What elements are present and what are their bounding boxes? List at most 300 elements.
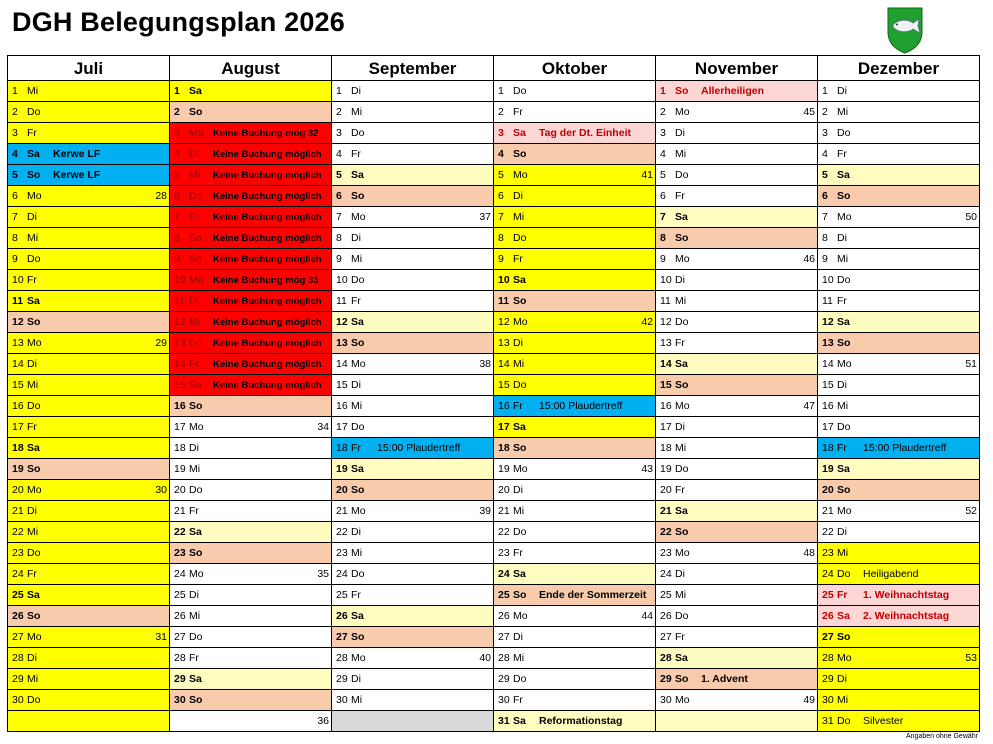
weekday: Sa — [675, 211, 688, 223]
day-cell[interactable] — [8, 123, 170, 144]
day-cell[interactable] — [332, 375, 494, 396]
day-number: 13 — [822, 337, 834, 349]
day-cell[interactable] — [818, 354, 980, 375]
day-cell[interactable] — [8, 207, 170, 228]
day-cell[interactable] — [170, 375, 332, 396]
day-number: 13 — [12, 337, 24, 349]
day-cell[interactable] — [818, 648, 980, 669]
day-cell[interactable] — [8, 186, 170, 207]
day-cell[interactable] — [494, 396, 656, 417]
day-number: 20 — [660, 484, 672, 496]
weekday: Mi — [837, 547, 849, 559]
weekday: Sa — [189, 85, 202, 97]
weekday: Sa — [27, 148, 40, 160]
day-cell[interactable] — [818, 396, 980, 417]
day-number: 23 — [660, 547, 672, 559]
day-cell[interactable] — [170, 543, 332, 564]
day-cell[interactable] — [818, 585, 980, 606]
day-cell[interactable] — [818, 501, 980, 522]
week-number: 46 — [803, 253, 815, 265]
day-cell[interactable] — [332, 669, 494, 690]
day-cell[interactable] — [656, 249, 818, 270]
weekday: Mo — [351, 505, 366, 517]
weekday: Mo — [27, 190, 42, 202]
weekday: Fr — [27, 274, 37, 286]
day-cell[interactable] — [494, 690, 656, 711]
week-number: 37 — [479, 211, 491, 223]
day-cell[interactable] — [656, 522, 818, 543]
day-cell[interactable] — [332, 459, 494, 480]
day-cell[interactable] — [494, 165, 656, 186]
day-cell[interactable] — [494, 81, 656, 102]
weekday: So — [351, 484, 365, 496]
day-cell[interactable] — [818, 123, 980, 144]
day-cell[interactable] — [494, 501, 656, 522]
day-cell[interactable] — [332, 396, 494, 417]
day-cell[interactable] — [494, 564, 656, 585]
weekday: Fr — [351, 442, 361, 454]
day-cell[interactable] — [818, 438, 980, 459]
day-cell[interactable] — [332, 144, 494, 165]
weekday: Di — [837, 526, 847, 538]
day-number: 28 — [174, 652, 186, 664]
day-cell[interactable] — [332, 270, 494, 291]
day-cell[interactable] — [656, 564, 818, 585]
weekday: Fr — [675, 190, 685, 202]
day-cell[interactable] — [170, 711, 332, 732]
day-cell[interactable] — [332, 585, 494, 606]
day-cell[interactable] — [656, 291, 818, 312]
day-cell[interactable] — [818, 480, 980, 501]
day-cell[interactable] — [8, 333, 170, 354]
weekday: Do — [27, 694, 41, 706]
day-cell[interactable] — [170, 270, 332, 291]
day-number: 26 — [660, 610, 672, 622]
day-number: 6 — [12, 190, 18, 202]
day-number: 8 — [12, 232, 18, 244]
day-cell[interactable] — [494, 375, 656, 396]
day-cell[interactable] — [494, 543, 656, 564]
day-cell[interactable] — [656, 501, 818, 522]
day-cell[interactable] — [332, 186, 494, 207]
day-cell[interactable] — [818, 81, 980, 102]
day-cell[interactable] — [332, 207, 494, 228]
day-cell[interactable] — [170, 522, 332, 543]
day-cell[interactable] — [8, 102, 170, 123]
day-cell[interactable] — [170, 165, 332, 186]
day-cell[interactable] — [332, 333, 494, 354]
day-cell[interactable] — [656, 207, 818, 228]
day-number: 23 — [336, 547, 348, 559]
day-cell[interactable] — [656, 543, 818, 564]
day-cell[interactable] — [818, 459, 980, 480]
day-cell[interactable] — [8, 165, 170, 186]
day-number: 5 — [12, 169, 18, 181]
day-number: 19 — [174, 463, 186, 475]
day-cell[interactable] — [170, 690, 332, 711]
day-cell[interactable] — [494, 459, 656, 480]
week-number: 28 — [155, 190, 167, 202]
day-cell[interactable] — [332, 354, 494, 375]
day-cell[interactable] — [332, 165, 494, 186]
day-cell[interactable] — [170, 669, 332, 690]
day-cell[interactable] — [818, 312, 980, 333]
day-cell[interactable] — [656, 480, 818, 501]
day-cell[interactable] — [8, 228, 170, 249]
day-number: 14 — [336, 358, 348, 370]
day-cell[interactable] — [494, 312, 656, 333]
day-cell[interactable] — [170, 438, 332, 459]
day-cell[interactable] — [8, 291, 170, 312]
day-number: 12 — [822, 316, 834, 328]
day-cell[interactable] — [494, 522, 656, 543]
day-cell[interactable] — [818, 417, 980, 438]
day-cell[interactable] — [494, 186, 656, 207]
day-cell[interactable] — [332, 417, 494, 438]
weekday: Mi — [675, 295, 687, 307]
day-number: 14 — [12, 358, 24, 370]
weekday: Mi — [351, 694, 363, 706]
day-number: 24 — [336, 568, 348, 580]
day-cell[interactable] — [170, 333, 332, 354]
day-cell[interactable] — [494, 144, 656, 165]
day-cell[interactable] — [170, 585, 332, 606]
day-number: 29 — [498, 673, 510, 685]
weekday: Mo — [675, 106, 690, 118]
day-cell[interactable] — [494, 207, 656, 228]
day-cell[interactable] — [818, 711, 980, 732]
day-cell[interactable] — [170, 480, 332, 501]
day-cell[interactable] — [494, 417, 656, 438]
day-cell[interactable] — [818, 543, 980, 564]
day-number: 27 — [12, 631, 24, 643]
day-cell[interactable] — [170, 312, 332, 333]
weekday: Mo — [837, 505, 852, 517]
day-cell[interactable] — [8, 543, 170, 564]
day-cell[interactable] — [332, 102, 494, 123]
day-cell[interactable] — [170, 606, 332, 627]
day-number: 26 — [336, 610, 348, 622]
weekday: So — [189, 253, 202, 265]
day-cell[interactable] — [332, 81, 494, 102]
weekday: Mo — [837, 211, 852, 223]
day-cell[interactable] — [332, 249, 494, 270]
weekday: Sa — [675, 652, 688, 664]
day-cell[interactable] — [332, 648, 494, 669]
day-cell[interactable] — [494, 711, 656, 732]
day-cell[interactable] — [8, 648, 170, 669]
day-cell[interactable] — [656, 606, 818, 627]
day-number: 16 — [498, 400, 510, 412]
day-cell[interactable] — [8, 585, 170, 606]
day-number: 9 — [174, 253, 180, 265]
day-cell[interactable] — [332, 606, 494, 627]
day-cell[interactable] — [656, 123, 818, 144]
weekday: Do — [513, 673, 527, 685]
day-cell[interactable] — [8, 396, 170, 417]
day-cell[interactable] — [8, 711, 170, 732]
day-note: Keine Buchung möglich — [213, 232, 322, 244]
week-number: 35 — [317, 568, 329, 580]
day-number: 25 — [660, 589, 672, 601]
day-cell[interactable] — [656, 711, 818, 732]
weekday: Fr — [189, 358, 199, 370]
day-number: 17 — [498, 421, 510, 433]
day-cell[interactable] — [8, 690, 170, 711]
day-cell[interactable] — [818, 144, 980, 165]
day-cell[interactable] — [818, 165, 980, 186]
day-cell[interactable] — [494, 480, 656, 501]
day-number: 22 — [174, 526, 186, 538]
month-column-oktober — [494, 56, 656, 732]
day-cell[interactable] — [818, 333, 980, 354]
weekday: Sa — [675, 505, 688, 517]
day-cell[interactable] — [332, 123, 494, 144]
day-cell[interactable] — [494, 627, 656, 648]
day-number: 12 — [498, 316, 510, 328]
weekday: Mi — [351, 547, 363, 559]
day-number: 2 — [12, 106, 18, 118]
weekday: Do — [675, 316, 689, 328]
day-cell[interactable] — [818, 228, 980, 249]
day-cell[interactable] — [332, 291, 494, 312]
day-cell[interactable] — [170, 249, 332, 270]
day-cell[interactable] — [332, 228, 494, 249]
day-cell[interactable] — [656, 270, 818, 291]
day-cell[interactable] — [494, 249, 656, 270]
weekday: Mi — [27, 379, 39, 391]
day-cell[interactable] — [818, 627, 980, 648]
day-cell[interactable] — [332, 543, 494, 564]
day-number: 26 — [498, 610, 510, 622]
day-number: 18 — [822, 442, 834, 454]
day-cell[interactable] — [170, 228, 332, 249]
day-number: 24 — [498, 568, 510, 580]
day-number: 7 — [174, 211, 180, 223]
day-number: 22 — [660, 526, 672, 538]
day-number: 19 — [336, 463, 348, 475]
weekday: Di — [27, 358, 37, 370]
day-cell[interactable] — [170, 207, 332, 228]
day-cell[interactable] — [170, 102, 332, 123]
day-cell[interactable] — [656, 417, 818, 438]
day-number: 15 — [336, 379, 348, 391]
day-note: 2. Weihnachtstag — [863, 610, 950, 622]
day-cell[interactable] — [656, 165, 818, 186]
day-cell[interactable] — [818, 102, 980, 123]
day-cell[interactable] — [656, 396, 818, 417]
day-cell[interactable] — [170, 459, 332, 480]
weekday: Sa — [513, 274, 526, 286]
day-number: 30 — [336, 694, 348, 706]
day-cell[interactable] — [494, 648, 656, 669]
weekday: Fr — [513, 253, 523, 265]
day-cell[interactable] — [8, 522, 170, 543]
day-cell[interactable] — [656, 627, 818, 648]
day-number: 18 — [174, 442, 186, 454]
weekday: Di — [675, 421, 685, 433]
day-cell[interactable] — [656, 375, 818, 396]
weekday: Di — [27, 211, 37, 223]
weekday: Di — [513, 337, 523, 349]
day-number: 27 — [822, 631, 834, 643]
day-cell[interactable] — [656, 354, 818, 375]
day-cell[interactable] — [170, 81, 332, 102]
weekday: Mo — [351, 358, 366, 370]
day-number: 2 — [498, 106, 504, 118]
month-column-dezember — [818, 56, 980, 732]
day-cell[interactable] — [170, 291, 332, 312]
day-cell[interactable] — [8, 501, 170, 522]
day-cell[interactable] — [170, 501, 332, 522]
day-cell[interactable] — [494, 123, 656, 144]
day-number: 5 — [822, 169, 828, 181]
day-cell[interactable] — [170, 186, 332, 207]
day-cell[interactable] — [332, 501, 494, 522]
day-number: 22 — [336, 526, 348, 538]
day-cell[interactable] — [656, 669, 818, 690]
day-cell[interactable] — [170, 627, 332, 648]
day-cell[interactable] — [170, 564, 332, 585]
day-cell[interactable] — [332, 438, 494, 459]
day-cell[interactable] — [332, 627, 494, 648]
weekday: Do — [837, 568, 851, 580]
day-cell[interactable] — [818, 291, 980, 312]
day-cell[interactable] — [170, 123, 332, 144]
day-cell[interactable] — [8, 417, 170, 438]
day-cell[interactable] — [8, 480, 170, 501]
day-note: Kerwe LF — [53, 169, 101, 181]
day-cell[interactable] — [8, 249, 170, 270]
weekday: Mo — [675, 694, 690, 706]
day-cell[interactable] — [8, 81, 170, 102]
day-cell[interactable] — [170, 144, 332, 165]
day-cell[interactable] — [494, 585, 656, 606]
day-cell[interactable] — [656, 585, 818, 606]
day-cell[interactable] — [656, 81, 818, 102]
day-cell[interactable] — [170, 417, 332, 438]
coat-of-arms-icon — [886, 6, 924, 54]
day-cell[interactable] — [494, 228, 656, 249]
day-cell[interactable] — [818, 270, 980, 291]
day-cell[interactable] — [656, 648, 818, 669]
weekday: Di — [351, 526, 361, 538]
day-cell[interactable] — [818, 606, 980, 627]
day-cell[interactable] — [656, 102, 818, 123]
weekday: Fr — [189, 652, 199, 664]
day-number: 1 — [660, 85, 666, 97]
day-cell[interactable] — [170, 396, 332, 417]
weekday: Do — [351, 568, 365, 580]
day-cell[interactable] — [818, 522, 980, 543]
weekday: Di — [675, 127, 685, 139]
day-cell[interactable] — [332, 711, 494, 732]
day-number: 1 — [822, 85, 828, 97]
day-cell[interactable] — [170, 354, 332, 375]
day-cell[interactable] — [332, 480, 494, 501]
day-cell[interactable] — [494, 333, 656, 354]
day-cell[interactable] — [8, 564, 170, 585]
day-cell[interactable] — [8, 606, 170, 627]
day-number: 5 — [336, 169, 342, 181]
day-number: 5 — [660, 169, 666, 181]
weekday: Di — [351, 232, 361, 244]
day-number: 3 — [660, 127, 666, 139]
day-cell[interactable] — [170, 648, 332, 669]
day-cell[interactable] — [818, 669, 980, 690]
day-cell[interactable] — [8, 354, 170, 375]
day-number: 9 — [336, 253, 342, 265]
day-cell[interactable] — [656, 690, 818, 711]
day-cell[interactable] — [818, 186, 980, 207]
weekday: Mi — [27, 85, 39, 97]
day-number: 21 — [498, 505, 510, 517]
weekday: Mi — [513, 505, 525, 517]
weekday: Fr — [837, 442, 847, 454]
weekday: Di — [675, 568, 685, 580]
day-cell[interactable] — [332, 690, 494, 711]
day-cell[interactable] — [332, 564, 494, 585]
day-number: 28 — [822, 652, 834, 664]
day-note: 15:00 Plaudertreff — [539, 400, 623, 412]
day-cell[interactable] — [656, 228, 818, 249]
day-cell[interactable] — [8, 270, 170, 291]
day-cell[interactable] — [656, 312, 818, 333]
day-cell[interactable] — [494, 669, 656, 690]
day-number: 11 — [498, 295, 510, 307]
day-cell[interactable] — [818, 249, 980, 270]
day-number: 7 — [12, 211, 18, 223]
day-cell[interactable] — [818, 690, 980, 711]
day-number: 18 — [498, 442, 510, 454]
day-cell[interactable] — [494, 291, 656, 312]
day-number: 21 — [174, 505, 186, 517]
weekday: Mi — [351, 253, 363, 265]
day-cell[interactable] — [494, 270, 656, 291]
day-cell[interactable] — [332, 312, 494, 333]
day-number: 15 — [12, 379, 24, 391]
day-cell[interactable] — [8, 459, 170, 480]
day-cell[interactable] — [818, 207, 980, 228]
day-cell[interactable] — [656, 459, 818, 480]
day-cell[interactable] — [656, 144, 818, 165]
day-cell[interactable] — [818, 564, 980, 585]
day-cell[interactable] — [8, 375, 170, 396]
weekday: So — [27, 316, 41, 328]
day-cell[interactable] — [494, 102, 656, 123]
day-cell[interactable] — [818, 375, 980, 396]
weekday: Mi — [351, 106, 363, 118]
day-cell[interactable] — [8, 669, 170, 690]
day-cell[interactable] — [656, 333, 818, 354]
day-number: 20 — [336, 484, 348, 496]
day-number: 27 — [174, 631, 186, 643]
day-cell[interactable] — [332, 522, 494, 543]
weekday: Di — [189, 442, 199, 454]
day-cell[interactable] — [494, 438, 656, 459]
day-note: Allerheiligen — [701, 85, 765, 97]
day-cell[interactable] — [8, 627, 170, 648]
weekday: Fr — [27, 568, 37, 580]
day-cell[interactable] — [656, 438, 818, 459]
day-cell[interactable] — [8, 144, 170, 165]
day-cell[interactable] — [8, 438, 170, 459]
day-cell[interactable] — [494, 354, 656, 375]
day-cell[interactable] — [8, 312, 170, 333]
day-cell[interactable] — [656, 186, 818, 207]
day-cell[interactable] — [494, 606, 656, 627]
day-number: 3 — [498, 127, 504, 139]
